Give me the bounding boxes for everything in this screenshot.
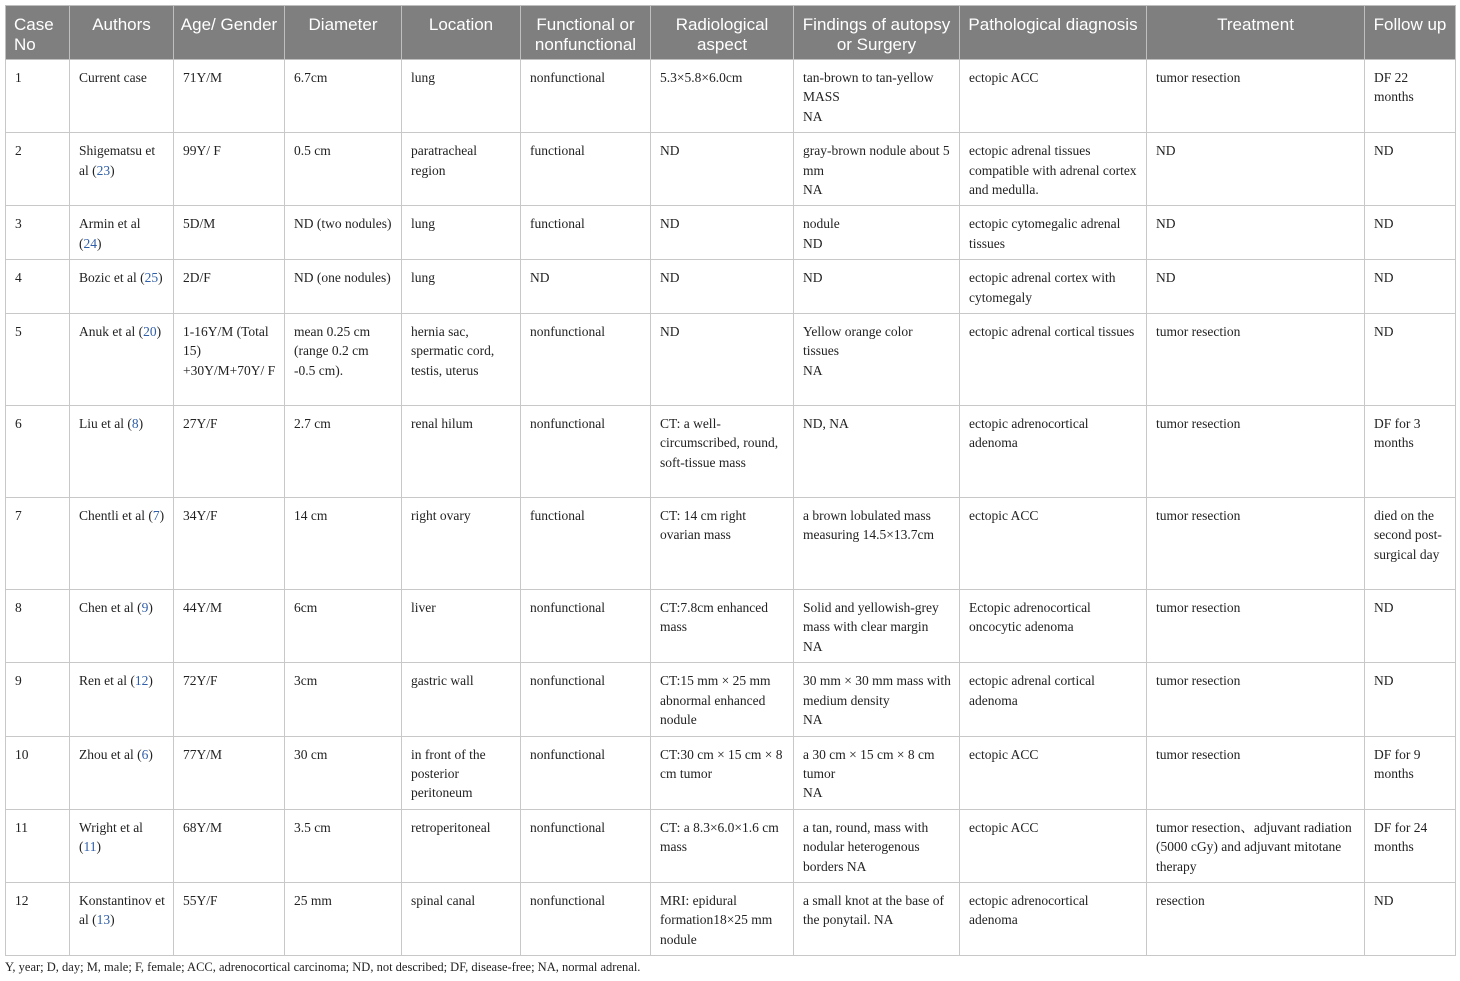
cell-line: nodule bbox=[803, 216, 840, 232]
cell-radiological: MRI: epidural formation18×25 mm nodule bbox=[651, 882, 794, 955]
header-location: Location bbox=[402, 6, 521, 60]
cell-diameter: 14 cm bbox=[285, 498, 402, 590]
reference-link[interactable]: 8 bbox=[131, 416, 139, 432]
cell-follow: DF for 24 months bbox=[1365, 809, 1456, 882]
cell-radiological: CT:15 mm × 25 mm abnormal enhanced nodule bbox=[651, 663, 794, 736]
cell-diameter: 3.5 cm bbox=[285, 809, 402, 882]
cell-diameter: 30 cm bbox=[285, 736, 402, 809]
cell-follow: DF for 3 months bbox=[1365, 406, 1456, 498]
table-row bbox=[6, 406, 1456, 498]
case-table bbox=[5, 5, 1456, 956]
cell-findings: ND, NA bbox=[794, 406, 960, 498]
cell-findings: ND bbox=[794, 260, 960, 314]
cell-case: 7 bbox=[6, 498, 70, 590]
cell-case: 8 bbox=[6, 590, 70, 663]
author-name: Konstantinov et al bbox=[79, 892, 165, 928]
cell-age: 71Y/M bbox=[174, 60, 285, 133]
cell-pathology: ectopic ACC bbox=[960, 809, 1147, 882]
header-follow-up: Follow up bbox=[1365, 6, 1456, 60]
header-age-gender: Age/ Gender bbox=[174, 6, 285, 60]
cell-findings bbox=[794, 133, 960, 206]
cell-diameter: 25 mm bbox=[285, 882, 402, 955]
cell-author: Zhou et al (6) bbox=[70, 736, 174, 809]
cell-line: a 30 cm × 15 cm × 8 cm tumor bbox=[803, 746, 935, 781]
cell-location: gastric wall bbox=[402, 663, 521, 736]
cell-functional: nonfunctional bbox=[521, 60, 651, 133]
header-authors: Authors bbox=[70, 6, 174, 60]
cell-findings: a brown lobulated mass measuring 14.5×13.7cm bbox=[794, 498, 960, 590]
cell-treatment: tumor resection bbox=[1147, 663, 1365, 736]
cell-author: Konstantinov et al (13) bbox=[70, 882, 174, 955]
table-row bbox=[6, 260, 1456, 314]
cell-radiological: ND bbox=[651, 260, 794, 314]
cell-case: 11 bbox=[6, 809, 70, 882]
cell-treatment: ND bbox=[1147, 206, 1365, 260]
cell-diameter: 6cm bbox=[285, 590, 402, 663]
cell-author bbox=[70, 60, 174, 133]
header-findings: Findings of autopsy or Surgery bbox=[794, 6, 960, 60]
cell-follow: ND bbox=[1365, 133, 1456, 206]
cell-age: 5D/M bbox=[174, 206, 285, 260]
cell-case: 12 bbox=[6, 882, 70, 955]
table-row bbox=[6, 736, 1456, 809]
cell-treatment: ND bbox=[1147, 260, 1365, 314]
cell-location: spinal canal bbox=[402, 882, 521, 955]
cell-location: paratracheal region bbox=[402, 133, 521, 206]
cell-follow: ND bbox=[1365, 590, 1456, 663]
cell-location: lung bbox=[402, 260, 521, 314]
header-pathology: Pathological diagnosis bbox=[960, 6, 1147, 60]
cell-diameter: ND (two nodules) bbox=[285, 206, 402, 260]
cell-case: 10 bbox=[6, 736, 70, 809]
cell-diameter: 2.7 cm bbox=[285, 406, 402, 498]
cell-author: Wright et al (11) bbox=[70, 809, 174, 882]
cell-author: Chen et al (9) bbox=[70, 590, 174, 663]
cell-findings bbox=[794, 663, 960, 736]
cell-age: 44Y/M bbox=[174, 590, 285, 663]
cell-radiological: ND bbox=[651, 133, 794, 206]
cell-diameter: 6.7cm bbox=[285, 60, 402, 133]
cell-follow: died on the second post-surgical day bbox=[1365, 498, 1456, 590]
cell-radiological: CT:30 cm × 15 cm × 8 cm tumor bbox=[651, 736, 794, 809]
header-radiological: Radiological aspect bbox=[651, 6, 794, 60]
cell-location: lung bbox=[402, 60, 521, 133]
cell-line: 30 mm × 30 mm mass with medium density bbox=[803, 673, 951, 708]
cell-location: right ovary bbox=[402, 498, 521, 590]
cell-age: 2D/F bbox=[174, 260, 285, 314]
cell-findings: a small knot at the base of the ponytail. NA bbox=[794, 882, 960, 955]
cell-line: NA bbox=[803, 638, 823, 654]
cell-age: 1-16Y/M (Total 15) +30Y/M+70Y/ F bbox=[174, 314, 285, 406]
reference-link[interactable]: 20 bbox=[143, 324, 157, 340]
reference-link[interactable]: 6 bbox=[141, 746, 149, 762]
cell-pathology: ectopic ACC bbox=[960, 60, 1147, 133]
reference-link[interactable]: 13 bbox=[96, 912, 111, 928]
cell-author: Shigematsu et al (23) bbox=[70, 133, 174, 206]
cell-line: Yellow orange color tissues bbox=[803, 324, 913, 359]
cell-follow: ND bbox=[1365, 206, 1456, 260]
author-name: Armin et al bbox=[79, 216, 141, 232]
cell-radiological: 5.3×5.8×6.0cm bbox=[651, 60, 794, 133]
cell-follow: ND bbox=[1365, 260, 1456, 314]
cell-follow: ND bbox=[1365, 663, 1456, 736]
cell-pathology: ectopic ACC bbox=[960, 736, 1147, 809]
cell-line: gray-brown nodule about 5 mm bbox=[803, 143, 950, 178]
cell-pathology: Ectopic adrenocortical oncocytic adenoma bbox=[960, 590, 1147, 663]
cell-diameter: ND (one nodules) bbox=[285, 260, 402, 314]
cell-age: 99Y/ F bbox=[174, 133, 285, 206]
cell-treatment: tumor resection bbox=[1147, 498, 1365, 590]
cell-location: renal hilum bbox=[402, 406, 521, 498]
cell-diameter: mean 0.25 cm (range 0.2 cm -0.5 cm). bbox=[285, 314, 402, 406]
cell-functional: nonfunctional bbox=[521, 736, 651, 809]
cell-case: 1 bbox=[6, 60, 70, 133]
cell-diameter: 3cm bbox=[285, 663, 402, 736]
cell-treatment: tumor resection bbox=[1147, 590, 1365, 663]
header-case-no: Case No bbox=[6, 6, 70, 60]
cell-line: Solid and yellowish-grey mass with clear margin bbox=[803, 600, 939, 635]
header-row bbox=[6, 6, 1456, 60]
cell-follow: DF 22 months bbox=[1365, 60, 1456, 133]
cell-author: Ren et al (12) bbox=[70, 663, 174, 736]
cell-radiological: ND bbox=[651, 206, 794, 260]
author-name: Ren et al bbox=[79, 673, 127, 689]
cell-radiological: CT: a well-circumscribed, round, soft-tissue mass bbox=[651, 406, 794, 498]
cell-age: 72Y/F bbox=[174, 663, 285, 736]
cell-functional: ND bbox=[521, 260, 651, 314]
cell-treatment: tumor resection、adjuvant radiation (5000 cGy) and adjuvant mitotane therapy bbox=[1147, 809, 1365, 882]
cell-functional: functional bbox=[521, 206, 651, 260]
cell-case: 3 bbox=[6, 206, 70, 260]
cell-radiological: CT:7.8cm enhanced mass bbox=[651, 590, 794, 663]
cell-functional: nonfunctional bbox=[521, 882, 651, 955]
cell-findings bbox=[794, 60, 960, 133]
cell-follow: ND bbox=[1365, 882, 1456, 955]
cell-location: retroperitoneal bbox=[402, 809, 521, 882]
cell-case: 4 bbox=[6, 260, 70, 314]
table-row bbox=[6, 809, 1456, 882]
author-name: Chen et al bbox=[79, 600, 134, 616]
cell-functional: nonfunctional bbox=[521, 809, 651, 882]
author-name: Bozic et al bbox=[79, 270, 137, 286]
cell-location: hernia sac, spermatic cord, testis, uterus bbox=[402, 314, 521, 406]
cell-line: NA bbox=[803, 362, 823, 378]
table-row bbox=[6, 60, 1456, 133]
cell-case: 2 bbox=[6, 133, 70, 206]
table-row bbox=[6, 663, 1456, 736]
cell-pathology: ectopic cytomegalic adrenal tissues bbox=[960, 206, 1147, 260]
cell-line: NA bbox=[803, 712, 823, 728]
cell-functional: nonfunctional bbox=[521, 590, 651, 663]
cell-pathology: ectopic adrenal cortical adenoma bbox=[960, 663, 1147, 736]
cell-findings bbox=[794, 206, 960, 260]
table-row bbox=[6, 882, 1456, 955]
author-name: Current case bbox=[79, 70, 147, 85]
cell-age: 27Y/F bbox=[174, 406, 285, 498]
cell-treatment: tumor resection bbox=[1147, 314, 1365, 406]
cell-treatment: resection bbox=[1147, 882, 1365, 955]
author-name: Wright et al bbox=[79, 819, 143, 835]
table-row bbox=[6, 314, 1456, 406]
cell-pathology: ectopic adrenocortical adenoma bbox=[960, 882, 1147, 955]
cell-line: tan-brown to tan-yellow MASS bbox=[803, 70, 934, 105]
cell-line: ND bbox=[803, 235, 823, 251]
cell-case: 5 bbox=[6, 314, 70, 406]
reference-link[interactable]: 23 bbox=[96, 162, 111, 178]
cell-author: Bozic et al (25) bbox=[70, 260, 174, 314]
cell-age: 68Y/M bbox=[174, 809, 285, 882]
cell-functional: functional bbox=[521, 133, 651, 206]
author-name: Shigematsu et al bbox=[79, 143, 156, 178]
cell-pathology: ectopic adrenal cortical tissues bbox=[960, 314, 1147, 406]
cell-findings: a tan, round, mass with nodular heterogenous borders NA bbox=[794, 809, 960, 882]
author-name: Anuk et al bbox=[79, 324, 136, 340]
cell-pathology: ectopic adrenal tissues compatible with adrenal cortex and medulla. bbox=[960, 133, 1147, 206]
table-footnote: Y, year; D, day; M, male; F, female; ACC, adrenocortical carcinoma; ND, not described; DF, disease-free; NA, normal adrenal. bbox=[5, 960, 641, 974]
cell-line: NA bbox=[803, 108, 823, 124]
reference-link[interactable]: 11 bbox=[83, 839, 97, 855]
table-body bbox=[6, 60, 1456, 956]
cell-line: NA bbox=[803, 182, 823, 198]
cell-functional: nonfunctional bbox=[521, 406, 651, 498]
header-functional: Functional or nonfunctional bbox=[521, 6, 651, 60]
cell-functional: functional bbox=[521, 498, 651, 590]
cell-radiological: ND bbox=[651, 314, 794, 406]
author-name: Liu et al bbox=[79, 416, 124, 432]
cell-follow: ND bbox=[1365, 314, 1456, 406]
cell-author: Anuk et al (20) bbox=[70, 314, 174, 406]
cell-radiological: CT: 14 cm right ovarian mass bbox=[651, 498, 794, 590]
header-diameter: Diameter bbox=[285, 6, 402, 60]
table-container bbox=[5, 5, 1455, 956]
reference-link[interactable]: 24 bbox=[83, 235, 97, 251]
header-treatment: Treatment bbox=[1147, 6, 1365, 60]
cell-treatment: ND bbox=[1147, 133, 1365, 206]
reference-link[interactable]: 9 bbox=[141, 600, 149, 616]
author-name: Zhou et al bbox=[79, 746, 134, 762]
cell-functional: nonfunctional bbox=[521, 314, 651, 406]
cell-age: 55Y/F bbox=[174, 882, 285, 955]
cell-treatment: tumor resection bbox=[1147, 406, 1365, 498]
cell-findings bbox=[794, 736, 960, 809]
table-row bbox=[6, 206, 1456, 260]
cell-treatment: tumor resection bbox=[1147, 60, 1365, 133]
table-row bbox=[6, 133, 1456, 206]
author-name: Chentli et al bbox=[79, 508, 145, 524]
table-row bbox=[6, 498, 1456, 590]
table-row bbox=[6, 590, 1456, 663]
cell-functional: nonfunctional bbox=[521, 663, 651, 736]
cell-pathology: ectopic ACC bbox=[960, 498, 1147, 590]
cell-author: Armin et al (24) bbox=[70, 206, 174, 260]
reference-link[interactable]: 7 bbox=[152, 508, 160, 524]
cell-radiological: CT: a 8.3×6.0×1.6 cm mass bbox=[651, 809, 794, 882]
cell-treatment: tumor resection bbox=[1147, 736, 1365, 809]
cell-findings bbox=[794, 314, 960, 406]
cell-author: Liu et al (8) bbox=[70, 406, 174, 498]
cell-pathology: ectopic adrenocortical adenoma bbox=[960, 406, 1147, 498]
cell-case: 9 bbox=[6, 663, 70, 736]
cell-age: 34Y/F bbox=[174, 498, 285, 590]
reference-link[interactable]: 12 bbox=[134, 673, 149, 689]
cell-findings bbox=[794, 590, 960, 663]
cell-age: 77Y/M bbox=[174, 736, 285, 809]
cell-pathology: ectopic adrenal cortex with cytomegaly bbox=[960, 260, 1147, 314]
cell-diameter: 0.5 cm bbox=[285, 133, 402, 206]
reference-link[interactable]: 25 bbox=[144, 270, 159, 286]
cell-location: in front of the posterior peritoneum bbox=[402, 736, 521, 809]
cell-case: 6 bbox=[6, 406, 70, 498]
cell-location: liver bbox=[402, 590, 521, 663]
cell-author: Chentli et al (7) bbox=[70, 498, 174, 590]
cell-line: NA bbox=[803, 785, 823, 801]
cell-follow: DF for 9 months bbox=[1365, 736, 1456, 809]
cell-location: lung bbox=[402, 206, 521, 260]
